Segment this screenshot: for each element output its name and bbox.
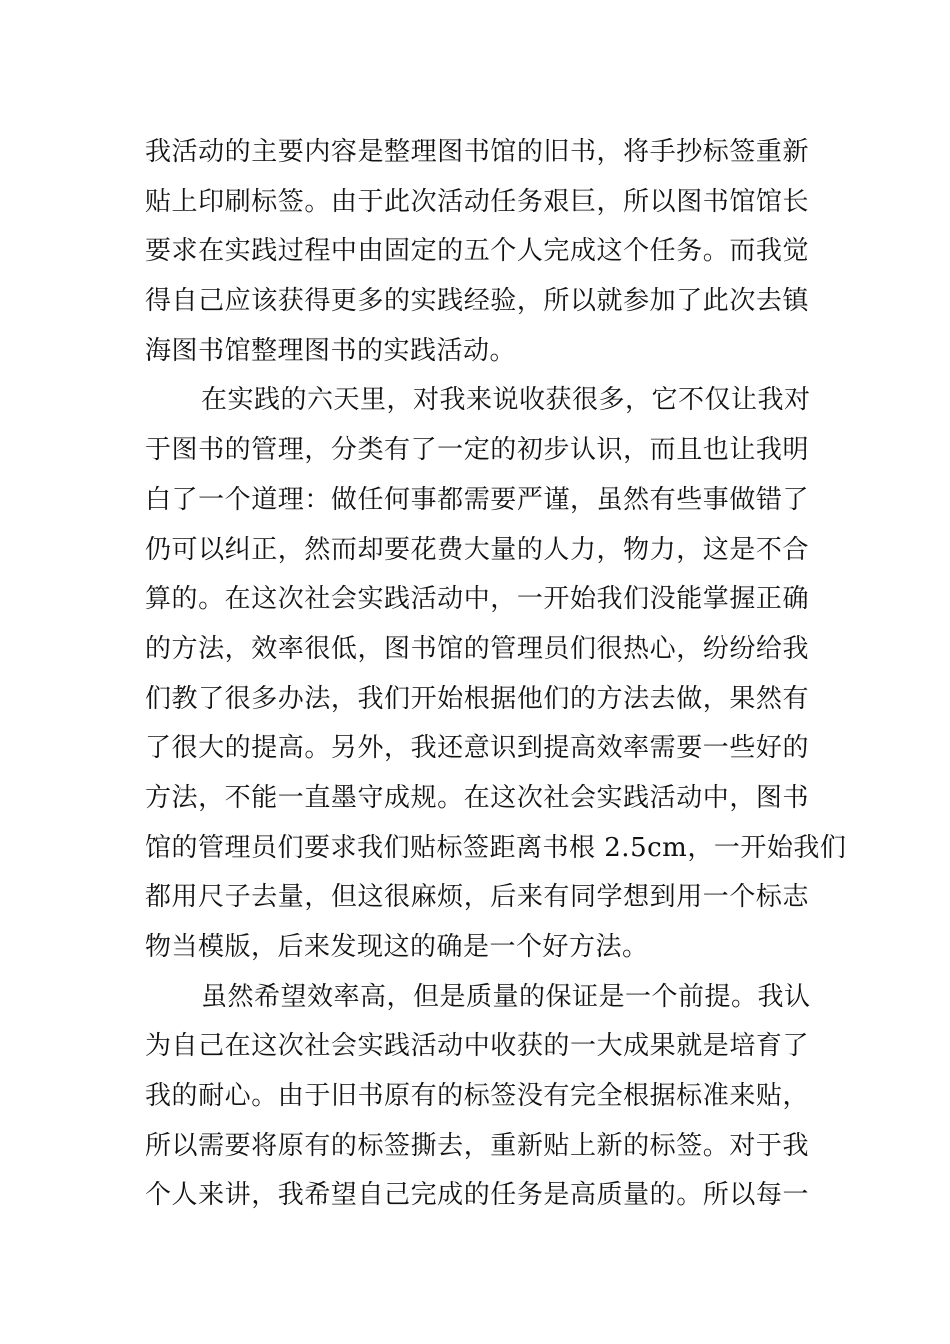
text-line: 虽然希望效率高，但是质量的保证是一个前提。我认 <box>201 981 811 1012</box>
text-line: 要求在实践过程中由固定的五个人完成这个任务。而我觉 <box>145 236 809 267</box>
text-line: 白了一个道理：做任何事都需要严谨，虽然有些事做错了 <box>145 484 809 515</box>
text-line: 仍可以纠正，然而却要花费大量的人力，物力，这是不合 <box>145 534 809 565</box>
text-line: 得自己应该获得更多的实践经验，所以就参加了此次去镇 <box>145 286 809 317</box>
text-line: 为自己在这次社会实践活动中收获的一大成果就是培育了 <box>145 1031 809 1062</box>
text-line: 们教了很多办法，我们开始根据他们的方法去做，果然有 <box>145 683 809 714</box>
text-line: 都用尺子去量，但这很麻烦，后来有同学想到用一个标志 <box>145 882 809 913</box>
document-body <box>145 128 847 1221</box>
text-line: 的方法，效率很低，图书馆的管理员们很热心，纷纷给我 <box>145 633 809 664</box>
paragraph-3 <box>145 973 809 1221</box>
paragraph-2 <box>145 376 847 972</box>
text-line: 个人来讲，我希望自己完成的任务是高质量的。所以每一 <box>145 1180 809 1211</box>
text-line: 我的耐心。由于旧书原有的标签没有完全根据标准来贴， <box>145 1081 809 1112</box>
text-line: 算的。在这次社会实践活动中，一开始我们没能掌握正确 <box>145 584 809 615</box>
text-line: 我活动的主要内容是整理图书馆的旧书，将手抄标签重新 <box>145 137 809 167</box>
text-line: 于图书的管理，分类有了一定的初步认识，而且也让我明 <box>145 435 809 466</box>
text-line: 所以需要将原有的标签撕去，重新贴上新的标签。对于我 <box>145 1130 809 1161</box>
text-line: 海图书馆整理图书的实践活动。 <box>145 335 517 366</box>
text-line: 物当模版，后来发现这的确是一个好方法。 <box>145 932 649 962</box>
text-line: 馆的管理员们要求我们贴标签距离书根 2.5cm，一开始我们 <box>145 832 847 863</box>
text-line: 了很大的提高。另外，我还意识到提高效率需要一些好的 <box>145 733 809 764</box>
text-line: 在实践的六天里，对我来说收获很多，它不仅让我对 <box>201 385 811 416</box>
text-line: 方法，不能一直墨守成规。在这次社会实践活动中，图书 <box>145 782 809 813</box>
paragraph-1 <box>145 128 809 376</box>
text-line: 贴上印刷标签。由于此次活动任务艰巨，所以图书馆馆长 <box>145 186 809 217</box>
